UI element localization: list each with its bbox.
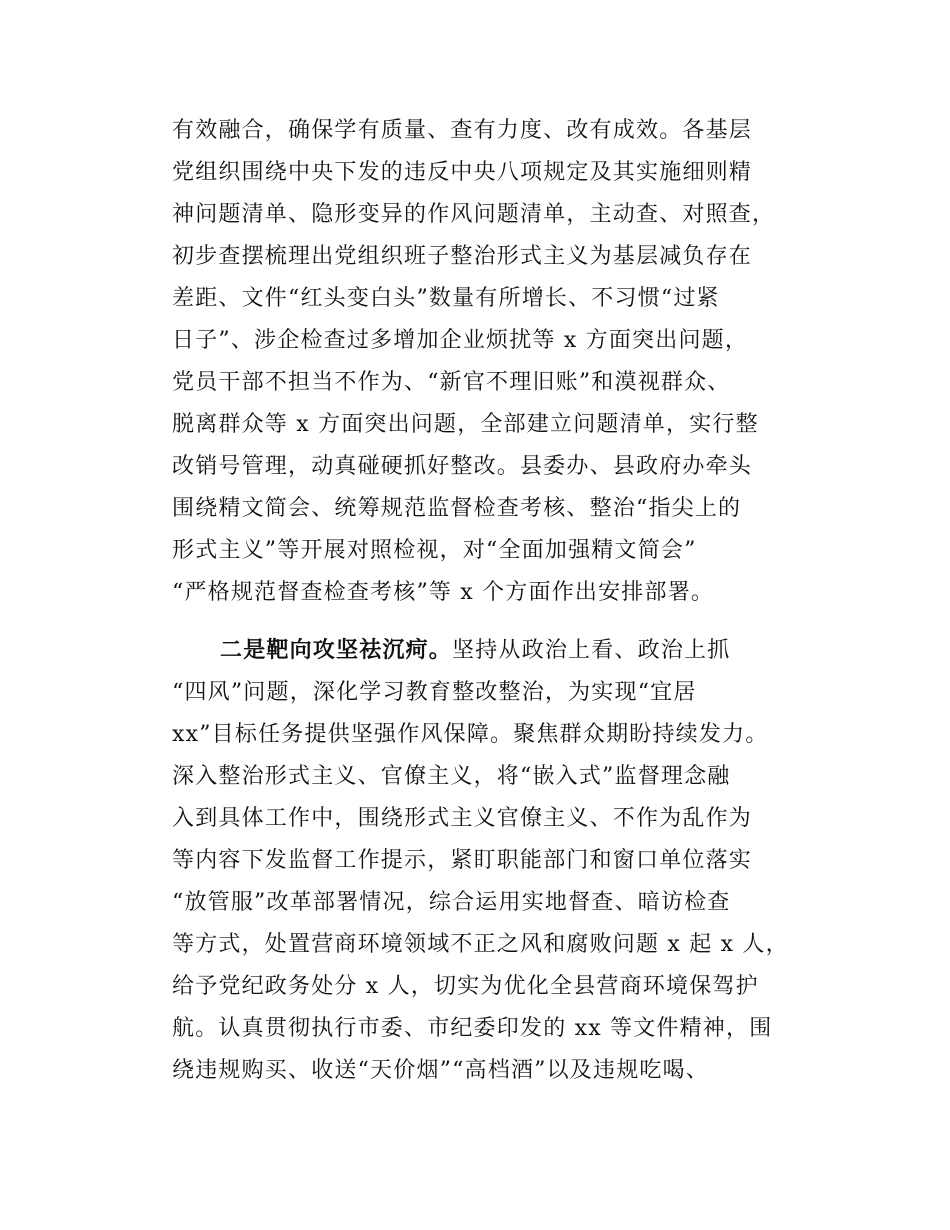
paragraph-1-line: 日子”、涉企检查过多增加企业烦扰等 x 方面突出问题， <box>172 328 749 353</box>
paragraph-2-line: “放管服”改革部署情况，综合运用实地督查、暗访检查 <box>172 890 731 915</box>
paragraph-1-line: 党组织围绕中央下发的违反中央八项规定及其实施细则精 <box>172 160 753 185</box>
section-lead-heading: 二是靶向攻坚祛沉疴。 <box>220 638 453 663</box>
paragraph-1-line: 围绕精文简会、统筹规范监督检查考核、整治“指尖上的 <box>172 496 742 521</box>
paragraph-1-line: 脱离群众等 x 方面突出问题，全部建立问题清单，实行整 <box>172 412 759 437</box>
paragraph-1-line: 党员干部不担当不作为、“新官不理旧账”和漠视群众、 <box>172 370 731 395</box>
paragraph-2-line: “四风”问题，深化学习教育整改整治，为实现“宜居 <box>172 680 697 705</box>
paragraph-1-line: 差距、文件“红头变白头”数量有所增长、不习惯“过紧 <box>172 286 720 311</box>
paragraph-1-line: 有效融合，确保学有质量、查有力度、改有成效。各基层 <box>172 118 753 143</box>
paragraph-2-line: 给予党纪政务处分 x 人，切实为优化全县营商环境保驾护 <box>172 974 759 999</box>
paragraph-2-line: 等内容下发监督工作提示，紧盯职能部门和窗口单位落实 <box>172 848 753 873</box>
paragraph-2-line: xx”目标任务提供坚强作风保障。聚焦群众期盼持续发力。 <box>172 722 769 747</box>
paragraph-1-line: 初步查摆梳理出党组织班子整治形式主义为基层减负存在 <box>172 244 753 269</box>
paragraph-2-line: 深入整治形式主义、官僚主义，将“嵌入式”监督理念融 <box>172 764 731 789</box>
paragraph-1-line: 改销号管理，动真碰硬抓好整改。县委办、县政府办牵头 <box>172 454 753 479</box>
paragraph-1-line: 神问题清单、隐形变异的作风问题清单，主动查、对照查， <box>172 202 776 227</box>
paragraph-2-line: 入到具体工作中，围绕形式主义官僚主义、不作为乱作为 <box>172 806 753 831</box>
paragraph-1-line: “严格规范督查检查考核”等 x 个方面作出安排部署。 <box>172 580 715 605</box>
paragraph-2-line: 绕违规购买、收送“天价烟”“高档酒”以及违规吃喝、 <box>172 1058 709 1083</box>
paragraph-2-line: 航。认真贯彻执行市委、市纪委印发的 xx 等文件精神，围 <box>172 1016 773 1041</box>
paragraph-1-line: 形式主义”等开展对照检视，对“全面加强精文简会” <box>172 538 697 563</box>
paragraph-2 <box>172 630 812 1092</box>
paragraph-2-first-line-text: 坚持从政治上看、政治上抓 <box>452 638 731 663</box>
paragraph-2-line: 等方式，处置营商环境领域不正之风和腐败问题 x 起 x 人， <box>172 932 789 957</box>
paragraph-2-first-line <box>172 630 812 672</box>
paragraph-1 <box>172 110 812 614</box>
